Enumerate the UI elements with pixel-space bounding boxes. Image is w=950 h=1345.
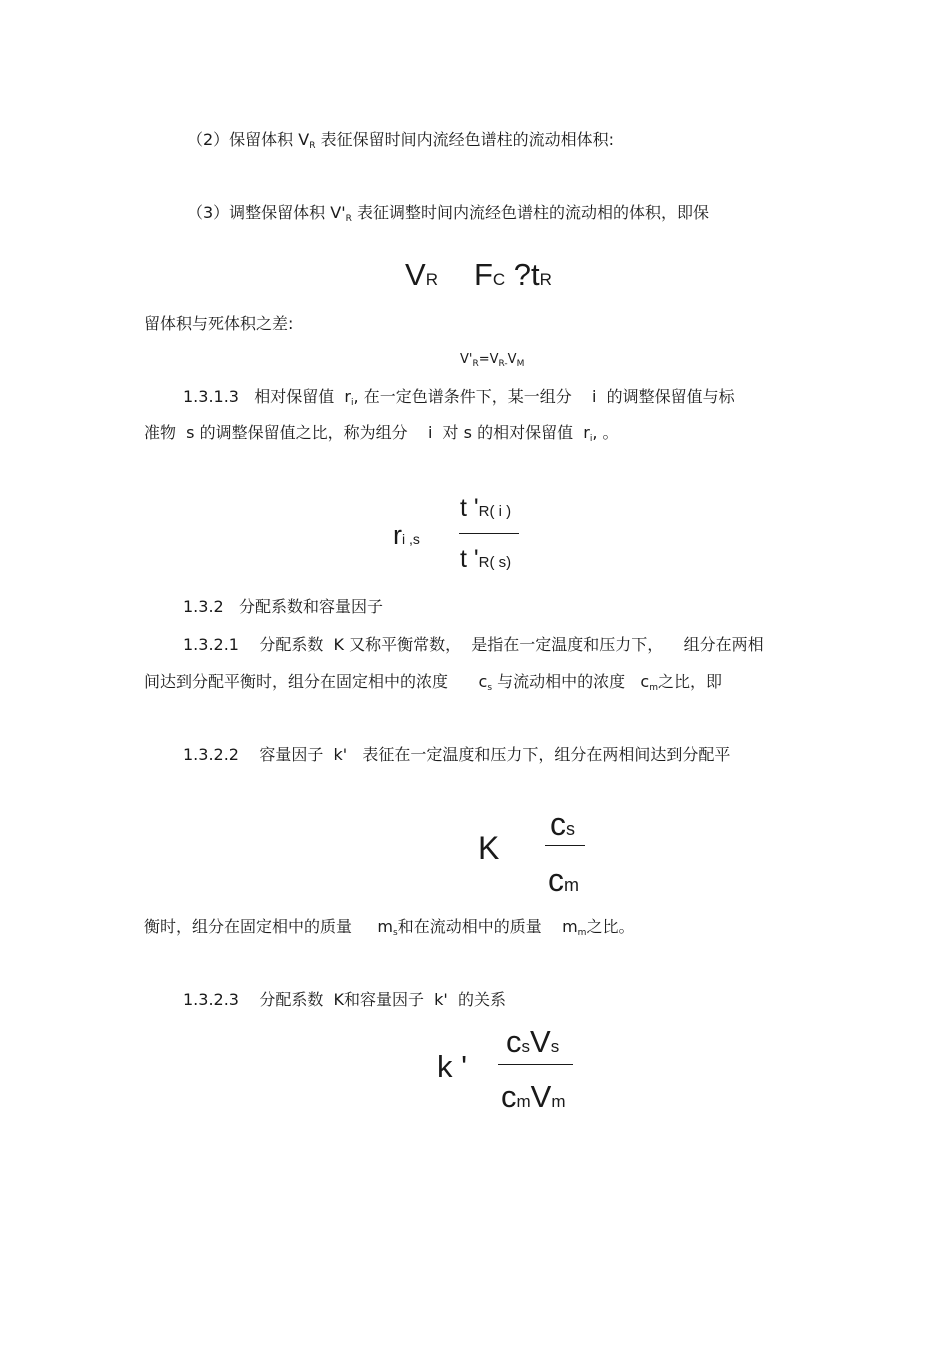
eq4-fraction-bar [498, 1064, 573, 1065]
subscript: i [351, 398, 354, 408]
text-line-retention-volume [187, 130, 614, 153]
eq3-denominator [548, 862, 579, 899]
eq-symbol: r [393, 520, 402, 550]
symbol: V' [460, 352, 473, 367]
eq-symbol: F [473, 257, 493, 292]
text-line-relationship: 1.3.2.3 分配系数 K和容量因子 k' 的关系 [183, 990, 506, 1009]
text-line-relative-retention-1 [183, 387, 735, 410]
text-seg: 表征调整时间内流经色谱柱的流动相的体积，即保 [351, 203, 709, 222]
text-seg: （3）调整保留体积 [187, 203, 331, 222]
text-seg: 衡时，组分在固定相中的质量 m [144, 917, 394, 936]
subscript: m [577, 928, 587, 938]
eq4-denominator [501, 1079, 566, 1115]
eq4-numerator [506, 1024, 559, 1060]
symbol: V [507, 352, 517, 367]
eq-subscript: R( s) [478, 554, 512, 571]
eq-symbol: c [501, 1079, 517, 1114]
eq-symbol: V [530, 1079, 552, 1114]
eq-subscript: s [521, 1037, 530, 1056]
eq-subscript: m [564, 875, 579, 895]
eq2-numerator [460, 494, 511, 523]
text-seg: , 。 [592, 423, 619, 442]
eq-symbol: ?t [505, 257, 540, 292]
eq2-fraction-bar [459, 533, 519, 534]
subscript: R [309, 141, 316, 151]
eq-symbol: c [550, 806, 566, 842]
text-line-capacity-factor-1: 1.3.2.2 容量因子 k' 表征在一定温度和压力下，组分在两相间达到分配平 [183, 745, 731, 764]
subscript: R [345, 214, 352, 224]
text-seg: （2）保留体积 [187, 130, 299, 149]
eq-subscript: R( i ) [478, 503, 512, 520]
text-line-partition-coefficient-2 [144, 672, 722, 695]
eq3-numerator [550, 806, 575, 843]
equation-partition-coefficient: K [478, 830, 500, 866]
text-line-difference: 留体积与死体积之差: [144, 314, 294, 333]
subscript: m [649, 683, 658, 693]
equation-inline-adjusted [460, 350, 524, 371]
symbol: =V [478, 352, 499, 367]
eq-symbol: c [506, 1024, 522, 1059]
eq2-denominator [460, 545, 511, 574]
text-seg: , 在一定色谱条件下，某一组分 i 的调整保留值与标 [353, 387, 735, 406]
eq-symbol: t ' [460, 545, 479, 573]
symbol: V' [330, 203, 346, 222]
eq-symbol: V [405, 257, 426, 292]
text-seg: 1.3.1.3 相对保留值 r [183, 387, 351, 406]
subscript: R [472, 359, 479, 369]
subscript: M [516, 359, 525, 369]
text-line-relative-retention-2 [144, 423, 619, 446]
eq-subscript: i ,s [402, 531, 420, 547]
eq-subscript: s [566, 819, 575, 839]
symbol: V [298, 130, 310, 149]
section-heading-1-3-2: 1.3.2 分配系数和容量因子 [183, 597, 383, 616]
text-seg: 间达到分配平衡时，组分在固定相中的浓度 c [144, 672, 488, 691]
eq-subscript: m [516, 1092, 531, 1111]
text-seg: 和在流动相中的质量 m [397, 917, 578, 936]
text-seg: 之比。 [586, 917, 635, 936]
equation-relative-retention [393, 520, 420, 551]
subscript: s [393, 928, 398, 938]
eq-subscript: R [539, 270, 552, 289]
eq-symbol: t ' [460, 494, 479, 522]
subscript: i [589, 434, 593, 444]
text-seg: 准物 s 的调整保留值之比，称为组分 i 对 s 的相对保留值 r [144, 423, 590, 442]
eq-subscript: m [551, 1092, 566, 1111]
equation-capacity-relationship: k ' [437, 1049, 468, 1084]
text-line-capacity-factor-2 [144, 917, 634, 940]
eq-subscript: C [492, 270, 506, 289]
subscript: R- [498, 359, 508, 369]
text-seg: 表征保留时间内流经色谱柱的流动相体积: [315, 130, 614, 149]
text-line-adjusted-retention-volume [187, 203, 709, 226]
eq3-fraction-bar [545, 845, 585, 846]
text-line-partition-coefficient-1: 1.3.2.1 分配系数 K 又称平衡常数， 是指在一定温度和压力下， 组分在两相 [183, 635, 764, 654]
eq-subscript: R [425, 270, 438, 289]
equation-retention-volume [405, 257, 552, 293]
eq-subscript: s [550, 1037, 560, 1056]
eq-symbol: c [548, 862, 564, 898]
text-seg: 之比，即 [657, 672, 722, 691]
subscript: s [487, 683, 493, 693]
eq-symbol: V [530, 1024, 551, 1059]
text-seg: 与流动相中的浓度 c [492, 672, 650, 691]
